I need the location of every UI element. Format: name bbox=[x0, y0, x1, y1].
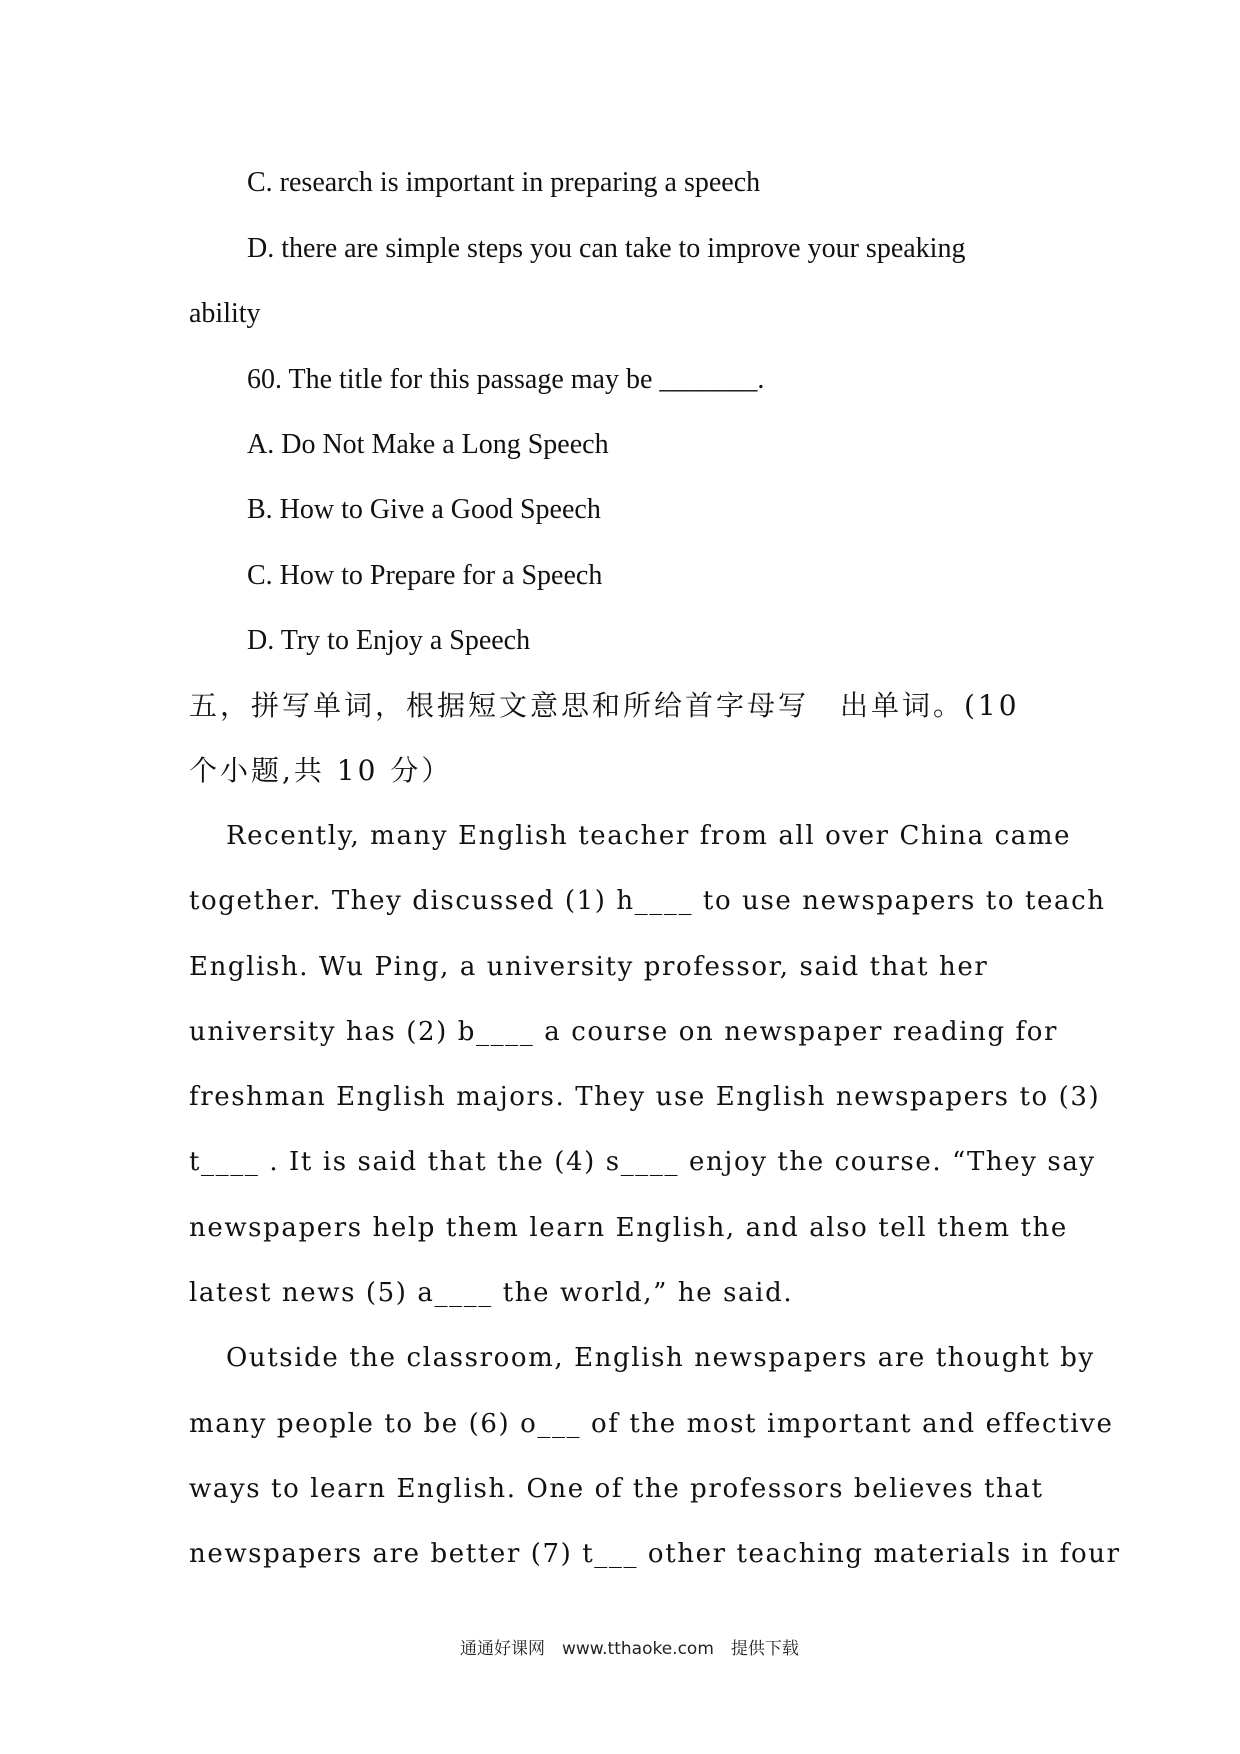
passage-line: newspapers are better (7) t___ other teaching materials in four bbox=[189, 1539, 1121, 1569]
q60-option-c: C. How to Prepare for a Speech bbox=[247, 560, 603, 591]
q60-option-b: B. How to Give a Good Speech bbox=[247, 494, 601, 525]
passage-line: English. Wu Ping, a university professor, said that her bbox=[189, 952, 989, 982]
passage-line: together. They discussed (1) h____ to use newspapers to teach bbox=[189, 886, 1106, 916]
passage-line: Outside the classroom, English newspapers are thought by bbox=[226, 1343, 1095, 1373]
q59-option-d-line1: D. there are simple steps you can take to improve your speaking bbox=[247, 233, 966, 264]
passage-line: t____ . It is said that the (4) s____ enjoy the course. “They say bbox=[189, 1147, 1096, 1177]
section-5-heading-line2: 个小题,共 10 分） bbox=[189, 754, 453, 787]
q59-option-c: C. research is important in preparing a speech bbox=[247, 167, 761, 198]
q59-option-d-line2: ability bbox=[189, 298, 261, 329]
passage-line: Recently, many English teacher from all over China came bbox=[226, 821, 1072, 851]
q60-option-a: A. Do Not Make a Long Speech bbox=[247, 429, 609, 460]
footer-download-notice: 通通好课网 www.tthaoke.com 提供下载 bbox=[460, 1639, 799, 1659]
passage-line: ways to learn English. One of the professors believes that bbox=[189, 1474, 1044, 1504]
passage-line: latest news (5) a____ the world,” he said. bbox=[189, 1278, 794, 1308]
q60-option-d: D. Try to Enjoy a Speech bbox=[247, 625, 531, 656]
passage-line: freshman English majors. They use English newspapers to (3) bbox=[189, 1082, 1101, 1112]
q60-stem: 60. The title for this passage may be _______. bbox=[247, 364, 765, 395]
passage-line: newspapers help them learn English, and also tell them the bbox=[189, 1213, 1068, 1243]
passage-line: many people to be (6) o___ of the most important and effective bbox=[189, 1409, 1114, 1439]
section-5-heading-line1: 五，拼写单词，根据短文意思和所给首字母写 出单词。(10 bbox=[189, 689, 1020, 722]
passage-line: university has (2) b____ a course on newspaper reading for bbox=[189, 1017, 1059, 1047]
